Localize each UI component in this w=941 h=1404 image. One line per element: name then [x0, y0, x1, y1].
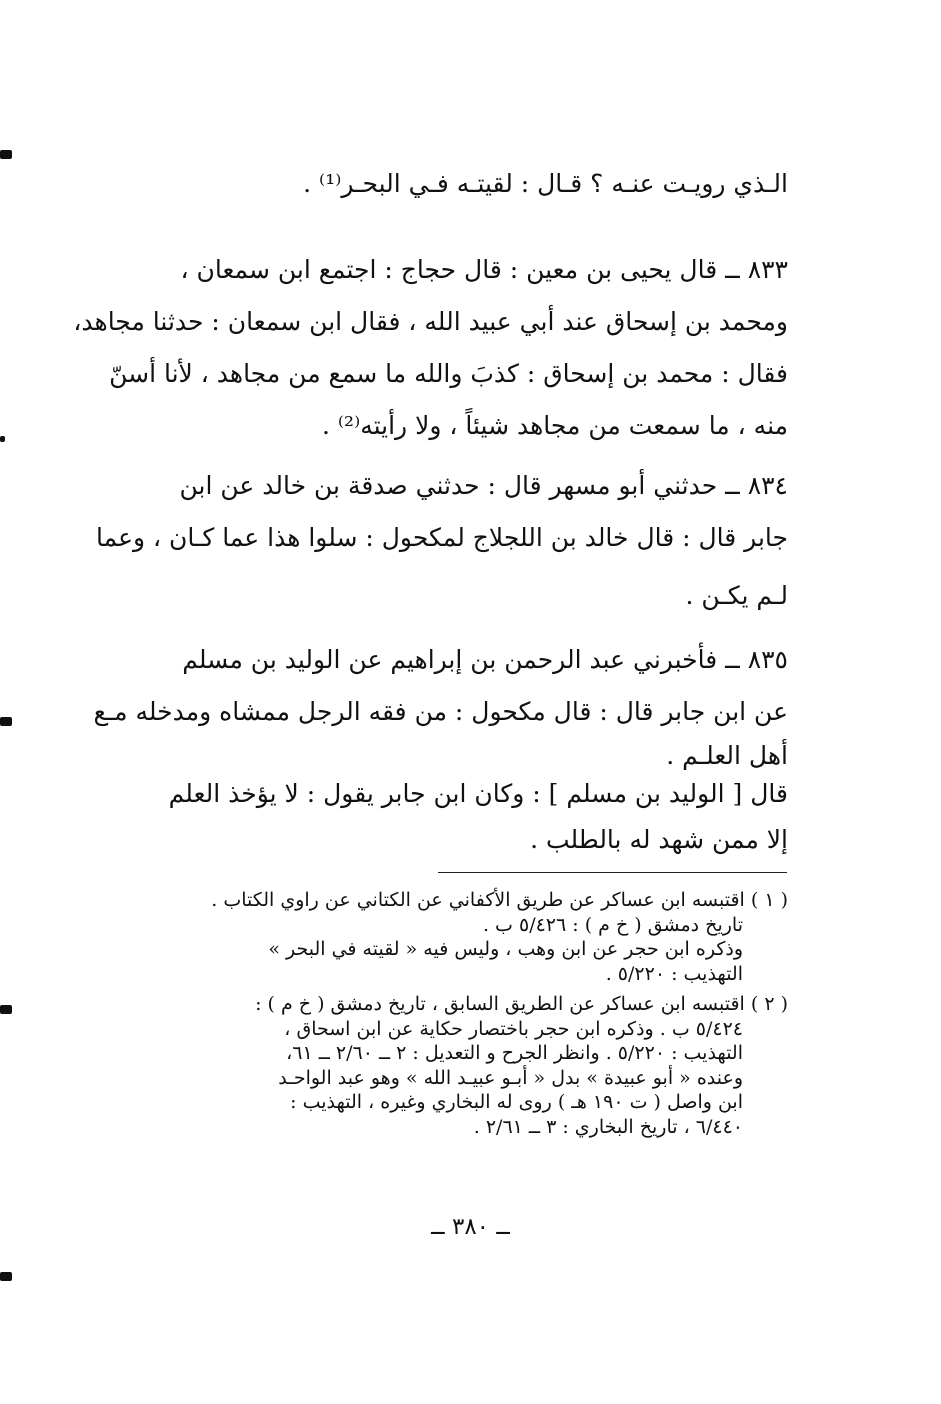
- text-line: ٨٣٤ ــ حدثني أبو مسهر قال : حدثني صدقة بن خالد عن ابن: [179, 471, 788, 500]
- footnote-line: وذكره ابن حجر عن ابن وهب ، وليس فيه « لقيته في البحر »: [268, 938, 743, 960]
- footnotes: [138, 888, 788, 1145]
- text-line: عن ابن جابر قال : قال مكحول : من فقه الرجل ممشاه ومدخله مـع: [93, 697, 788, 726]
- paragraph-833: [73, 244, 788, 452]
- text-line: قال [ الوليد بن مسلم ] : وكان ابن جابر يقول : لا يؤخذ العلم: [168, 779, 788, 808]
- text-line: الـذي رويـت عنـه ؟ قـال : لقيتـه فـي البحـر⁽¹⁾ .: [303, 169, 788, 198]
- footnote-rule: [438, 872, 787, 873]
- footnote-line: ٥/٤٢٤ ب . وذكره ابن حجر باختصار حكاية عن ابن اسحاق ،: [284, 1017, 743, 1040]
- footnote-line: التهذيب : ٥/٢٢٠ . وانظر الجرح و التعديل : ٢ ــ ٢/٦٠ ــ ٦١،: [286, 1042, 743, 1064]
- footnote-line: ابن واصل ( ت ١٩٠ هـ ) روى له البخاري وغيره ، التهذيب :: [290, 1091, 743, 1113]
- footnote-line: ٦/٤٤٠ ، تاريخ البخاري : ٣ ــ ٢/٦١ .: [473, 1115, 743, 1138]
- footnote-1: [138, 888, 788, 986]
- binding-mark: [0, 436, 5, 442]
- text-line: منه ، ما سمعت من مجاهد شيئاً ، ولا رأيته⁽²⁾ .: [321, 411, 788, 440]
- footnote-line: وعنده « أبو عبيدة » بدل « أبـو عبيـد الله » وهو عبد الواحـد: [278, 1066, 743, 1089]
- footnote-line: التهذيب : ٥/٢٢٠ .: [605, 962, 743, 985]
- binding-mark: [0, 1005, 12, 1014]
- binding-mark: [0, 150, 12, 159]
- paragraph-834: [96, 460, 788, 622]
- text-line: ٨٣٣ ــ قال يحيى بن معين : قال حجاج : اجتمع ابن سمعان ،: [180, 255, 788, 284]
- binding-mark: [0, 1272, 12, 1281]
- text-line: فقال : محمد بن إسحاق : كذبَ والله ما سمع من مجاهد ، لأنا أسنّ: [109, 359, 788, 388]
- text-line: لـم يكـن .: [685, 581, 788, 610]
- text-line: ومحمد بن إسحاق عند أبي عبيد الله ، فقال ابن سمعان : حدثنا مجاهد،: [73, 307, 788, 336]
- text-line: جابر قال : قال خالد بن اللجلاج لمكحول : سلوا هذا عما كـان ، وعما: [96, 523, 788, 552]
- footnote-line: تاريخ دمشق ( خ م ) : ٥/٤٢٦ ب .: [482, 913, 743, 936]
- text-line: إلا ممن شهد له بالطلب .: [530, 825, 788, 854]
- paragraph-quote: [138, 768, 788, 866]
- paragraph-835: [93, 634, 788, 782]
- text-line: ٨٣٥ ــ فأخبرني عبد الرحمن بن إبراهيم عن الوليد بن مسلم: [182, 645, 788, 674]
- page-number: ــ ٣٨٠ ــ: [431, 1214, 510, 1240]
- footnote-2: [138, 992, 788, 1139]
- binding-mark: [0, 717, 12, 726]
- paragraph-continuation: [138, 158, 788, 210]
- footnote-line: ( ١ ) اقتبسه ابن عساكر عن طريق الأكفاني عن الكتاني عن راوي الكتاب .: [211, 889, 788, 911]
- text-line: أهل العلـم .: [666, 741, 788, 770]
- footnote-line: ( ٢ ) اقتبسه ابن عساكر عن الطريق السابق ، تاريخ دمشق ( خ م ) :: [255, 993, 788, 1015]
